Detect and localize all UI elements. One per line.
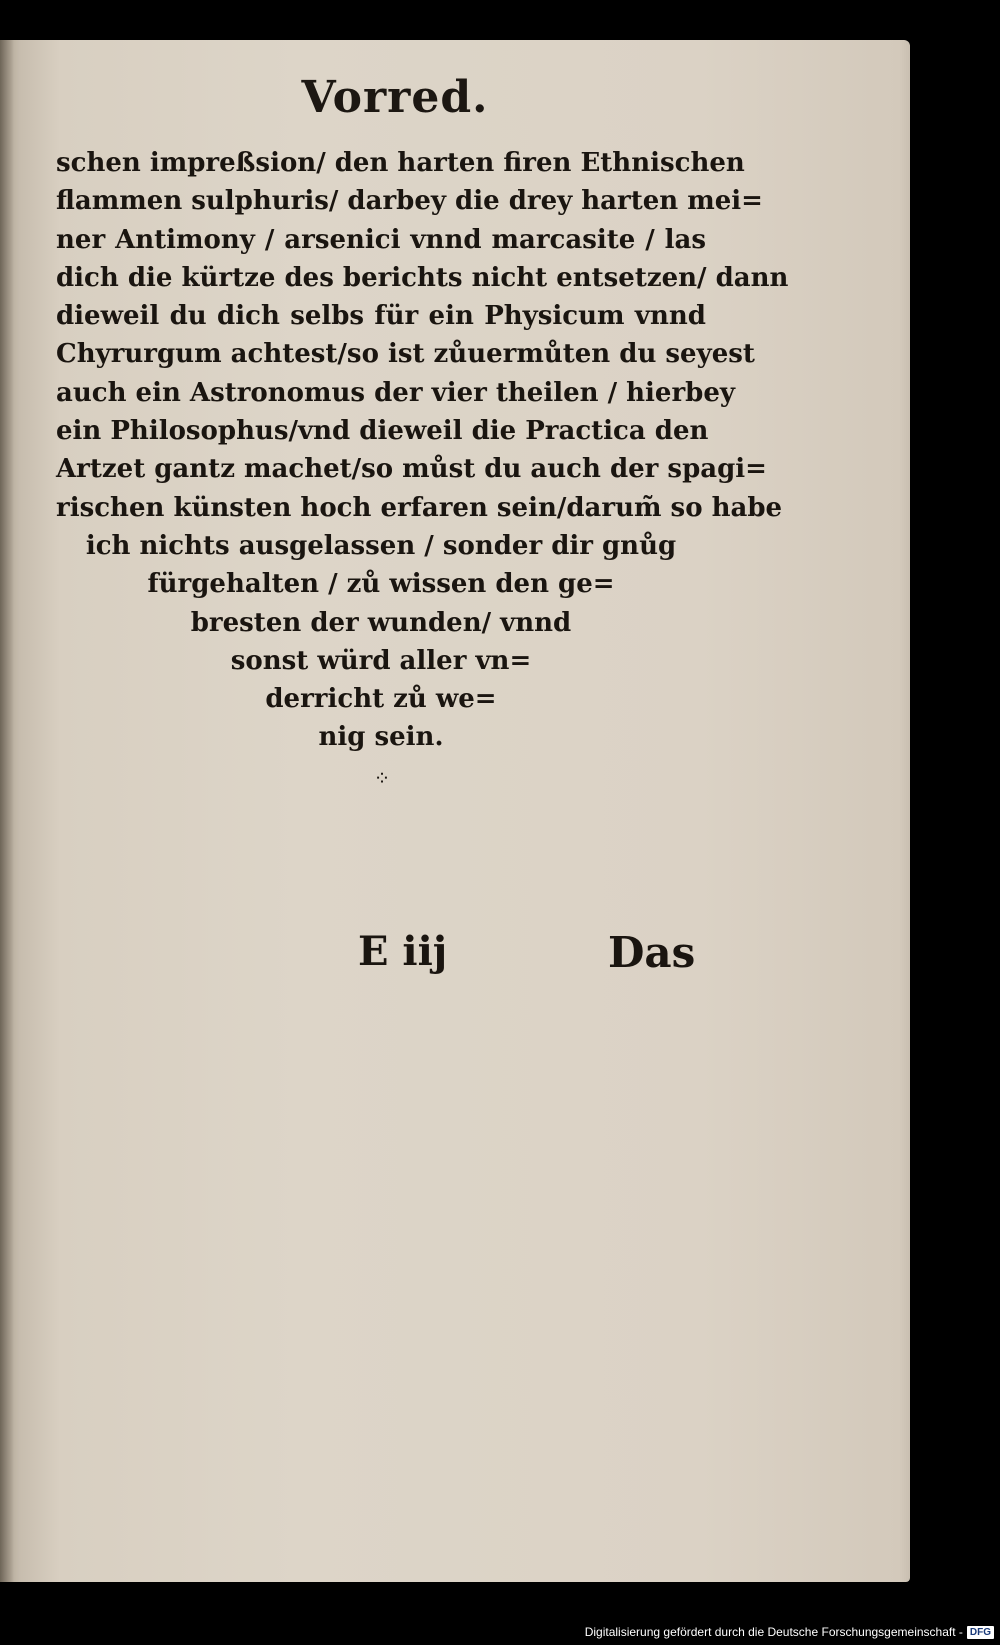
signature-mark: E iij [358,928,448,975]
catchword: Das [608,928,696,977]
text-line: ner Antimony / arsenici vnnd marcasite / las [56,224,706,255]
text-line: schen impreßsion/ den harten firen Ethnischen [56,148,745,178]
digitization-credit [585,1625,994,1639]
text-line: ich nichts ausgelassen / sonder dir gnůg [85,530,677,561]
page-gutter-shadow [0,40,14,1582]
text-line: Chyrurgum achtest/so ist zůuermůten du seyest [56,339,755,370]
text-line: derricht zů we= [265,684,497,715]
running-head: Vorred. [301,72,489,123]
text-line: auch ein Astronomus der vier theilen / hierbey [56,377,735,408]
dfg-logo: DFG [967,1626,994,1639]
text-line: flammen sulphuris/ darbey die drey harten mei= [56,186,763,217]
text-line: dich die kürtze des berichts nicht entsetzen/ dann [56,262,789,293]
text-line: dieweil du dich selbs für ein Physicum vnnd [56,301,706,332]
text-line: bresten der wunden/ vnnd [190,607,572,638]
text-line: ein Philosophus/vnd dieweil die Practica den [56,416,709,447]
text-line: fürgehalten / zů wissen den ge= [147,569,615,600]
text-line: rischen künsten hoch erfaren sein/darum̃ so habe [56,492,783,523]
text-line: sonst würd aller vn= [230,645,532,676]
text-line: Artzet gantz machet/so můst du auch der spagi= [56,454,767,485]
credit-text: Digitalisierung gefördert durch die Deutsche Forschungsgemeinschaft - [584,1625,963,1639]
text-line: nig sein. [318,722,444,753]
body-text [56,144,789,757]
fleuron-ornament: ⁘ [373,766,391,790]
